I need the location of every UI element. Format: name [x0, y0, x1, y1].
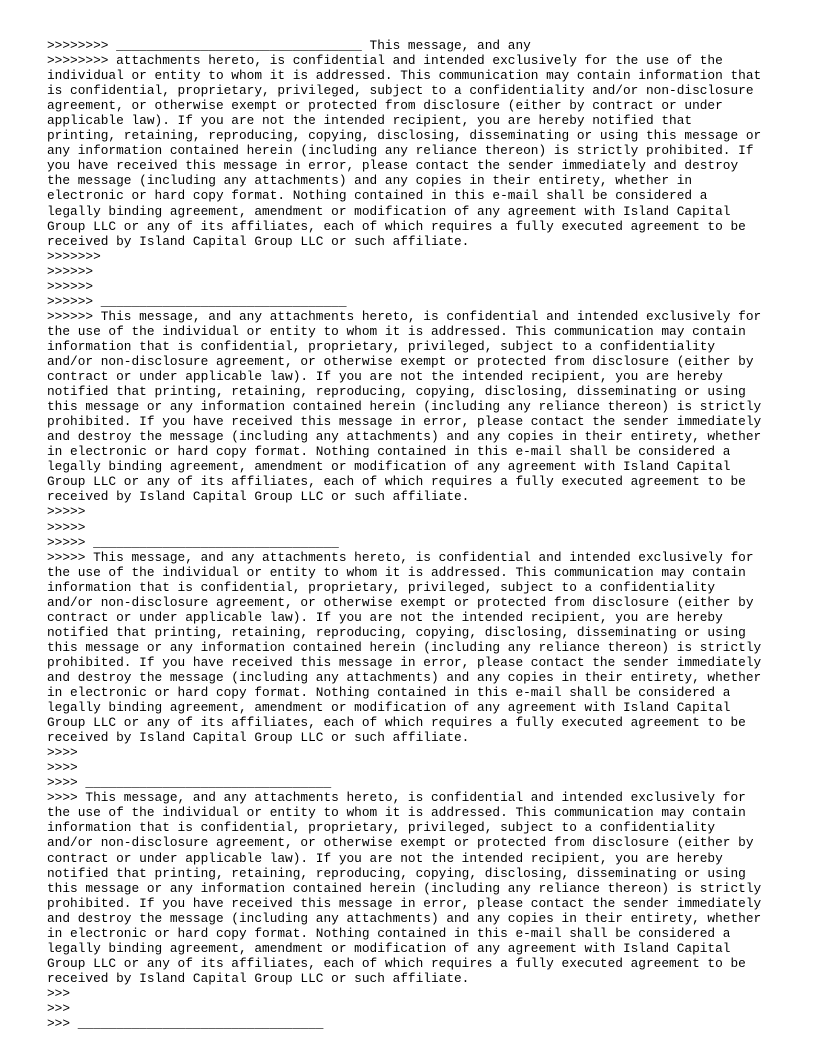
text-line: the message (including any attachments) and any copies in their entirety, whether in — [47, 173, 693, 189]
text-line: notified that printing, retaining, reproducing, copying, disclosing, disseminating or using — [47, 384, 746, 400]
text-line: >>> ________________________________ — [47, 1016, 324, 1032]
text-line: information that is confidential, proprietary, privileged, subject to a confidentiality — [47, 820, 716, 836]
text-line: >>>> — [47, 760, 78, 776]
text-line: in electronic or hard copy format. Nothing contained in this e-mail shall be considered a — [47, 925, 731, 941]
email-body — [47, 38, 787, 1031]
text-line: contract or under applicable law). If you are not the intended recipient, you are hereby — [47, 609, 723, 625]
text-line: received by Island Capital Group LLC or such affiliate. — [47, 489, 470, 505]
text-line: legally binding agreement, amendment or modification of any agreement with Island Capital — [47, 700, 731, 716]
text-line: any information contained herein (including any reliance thereon) is strictly prohibited. If — [47, 143, 754, 159]
text-line: >>>>>> This message, and any attachments hereto, is confidential and intended exclusively for — [47, 308, 762, 324]
text-line: >>>>>>> — [47, 248, 101, 264]
text-line: >>>> ________________________________ — [47, 775, 332, 791]
text-line: individual or entity to whom it is addressed. This communication may contain information that — [47, 68, 762, 84]
text-line: >>>>>>>> attachments hereto, is confidential and intended exclusively for the use of the — [47, 53, 723, 69]
text-line: legally binding agreement, amendment or modification of any agreement with Island Capital — [47, 203, 731, 219]
text-line: and/or non-disclosure agreement, or otherwise exempt or protected from disclosure (either by — [47, 594, 754, 610]
text-line: printing, retaining, reproducing, copying, disclosing, disseminating or using this message or — [47, 128, 762, 144]
text-line: the use of the individual or entity to whom it is addressed. This communication may contain — [47, 805, 746, 821]
text-line: >>>> This message, and any attachments hereto, is confidential and intended exclusively for — [47, 790, 746, 806]
text-line: information that is confidential, proprietary, privileged, subject to a confidentiality — [47, 579, 716, 595]
text-line: agreement, or otherwise exempt or protected from disclosure (either by contract or under — [47, 98, 723, 114]
text-line: and destroy the message (including any attachments) and any copies in their entirety, whether — [47, 910, 762, 926]
text-line: the use of the individual or entity to whom it is addressed. This communication may contain — [47, 564, 746, 580]
text-line: Group LLC or any of its affiliates, each of which requires a fully executed agreement to be — [47, 955, 746, 971]
text-line: >>>> — [47, 745, 78, 761]
text-line: prohibited. If you have received this message in error, please contact the sender immediately — [47, 654, 762, 670]
text-line: contract or under applicable law). If you are not the intended recipient, you are hereby — [47, 850, 723, 866]
text-line: the use of the individual or entity to whom it is addressed. This communication may contain — [47, 323, 746, 339]
text-line: information that is confidential, proprietary, privileged, subject to a confidentiality — [47, 338, 716, 354]
text-line: electronic or hard copy format. Nothing contained in this e-mail shall be considered a — [47, 188, 708, 204]
text-line: this message or any information contained herein (including any reliance thereon) is strictly — [47, 399, 762, 415]
text-line: and/or non-disclosure agreement, or otherwise exempt or protected from disclosure (either by — [47, 835, 754, 851]
text-line: legally binding agreement, amendment or modification of any agreement with Island Capital — [47, 459, 731, 475]
text-line: you have received this message in error, please contact the sender immediately and destroy — [47, 158, 739, 174]
text-line: >>>>> — [47, 504, 86, 520]
text-line: >>>>>> — [47, 263, 94, 279]
text-line: prohibited. If you have received this message in error, please contact the sender immediately — [47, 895, 762, 911]
text-line: >>>>> This message, and any attachments hereto, is confidential and intended exclusively for — [47, 549, 754, 565]
text-line: is confidential, proprietary, privileged, subject to a confidentiality and/or non-disclosure — [47, 83, 754, 99]
text-line: >>>>>>>> ________________________________ This message, and any — [47, 38, 531, 53]
text-line: >>> — [47, 985, 71, 1001]
text-line: >>>>> ________________________________ — [47, 534, 339, 550]
text-line: received by Island Capital Group LLC or such affiliate. — [47, 970, 470, 986]
text-line: this message or any information contained herein (including any reliance thereon) is strictly — [47, 639, 762, 655]
text-line: in electronic or hard copy format. Nothing contained in this e-mail shall be considered a — [47, 685, 731, 701]
text-line: received by Island Capital Group LLC or such affiliate. — [47, 233, 470, 249]
text-line: Group LLC or any of its affiliates, each of which requires a fully executed agreement to be — [47, 715, 746, 731]
text-line: and destroy the message (including any attachments) and any copies in their entirety, whether — [47, 669, 762, 685]
text-line: this message or any information contained herein (including any reliance thereon) is strictly — [47, 880, 762, 896]
text-line: >>>>>> — [47, 278, 94, 294]
text-line: and destroy the message (including any attachments) and any copies in their entirety, whether — [47, 429, 762, 445]
text-line: notified that printing, retaining, reproducing, copying, disclosing, disseminating or using — [47, 865, 746, 881]
text-line: applicable law). If you are not the intended recipient, you are hereby notified that — [47, 113, 693, 129]
text-line: >>>>> — [47, 519, 86, 535]
text-line: legally binding agreement, amendment or modification of any agreement with Island Capital — [47, 940, 731, 956]
text-line: contract or under applicable law). If you are not the intended recipient, you are hereby — [47, 369, 723, 385]
text-line: in electronic or hard copy format. Nothing contained in this e-mail shall be considered a — [47, 444, 731, 460]
text-line: prohibited. If you have received this message in error, please contact the sender immediately — [47, 414, 762, 430]
text-line: notified that printing, retaining, reproducing, copying, disclosing, disseminating or using — [47, 624, 746, 640]
text-line: >>> — [47, 1001, 71, 1016]
text-line: >>>>>> ________________________________ — [47, 293, 347, 309]
text-line: and/or non-disclosure agreement, or otherwise exempt or protected from disclosure (either by — [47, 353, 754, 369]
text-line: Group LLC or any of its affiliates, each of which requires a fully executed agreement to be — [47, 218, 746, 234]
text-line: received by Island Capital Group LLC or such affiliate. — [47, 730, 470, 746]
text-line: Group LLC or any of its affiliates, each of which requires a fully executed agreement to be — [47, 474, 746, 490]
